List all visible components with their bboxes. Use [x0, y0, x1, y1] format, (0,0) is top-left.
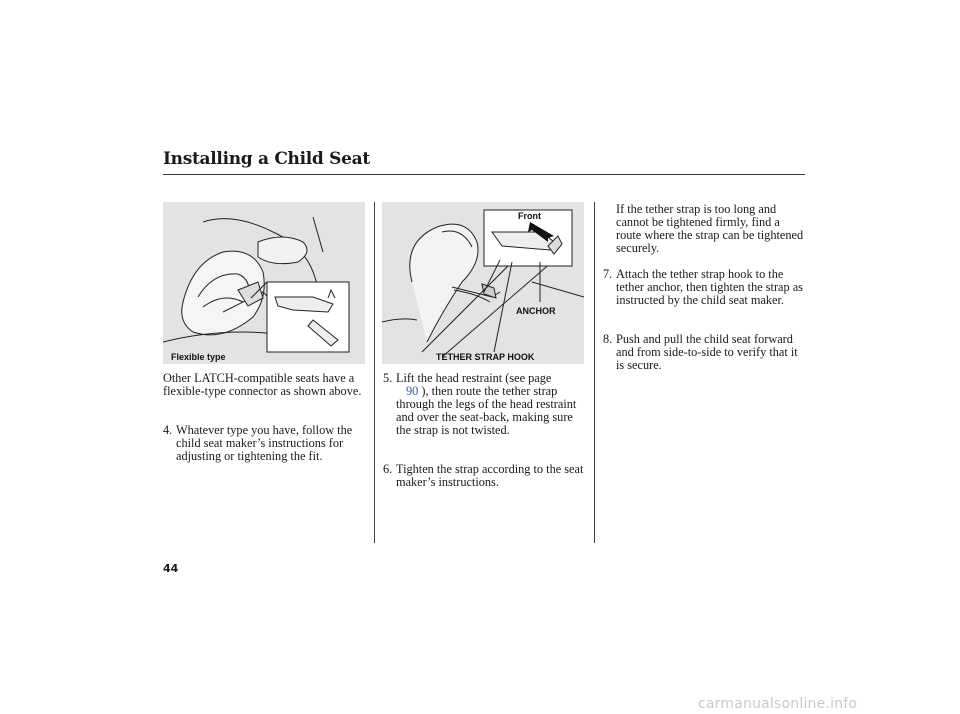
section-title: Installing a Child Seat: [163, 149, 370, 169]
watermark: carmanualsonline.info: [698, 696, 858, 712]
step-text: Attach the tether strap hook to the tether anchor, then tighten the strap as instructed by the child seat maker.: [616, 267, 803, 307]
figure-label-front: Front: [518, 211, 541, 221]
flexible-type-figure: [163, 202, 365, 364]
column-divider: [594, 202, 595, 543]
title-rule: [163, 174, 805, 175]
step-6: [383, 463, 588, 489]
step-8: [603, 333, 806, 372]
tether-hook-illustration: [382, 202, 584, 364]
step-7: [603, 268, 806, 307]
step-number: 6.: [383, 462, 393, 476]
step-text: Lift the head restraint (see page: [396, 371, 552, 385]
figure-label-anchor: ANCHOR: [516, 306, 556, 316]
column-divider: [374, 202, 375, 543]
tether-strap-figure: [382, 202, 584, 364]
step-number: 7.: [603, 267, 613, 281]
figure-label-flexible-type: Flexible type: [171, 352, 226, 362]
flexible-connector-note: Other LATCH-compatible seats have a flexible-type connector as shown above.: [163, 371, 362, 398]
step-text: Whatever type you have, follow the child seat maker’s instructions for adjusting or tightening the fit.: [176, 423, 353, 463]
step-4: [163, 424, 368, 463]
child-seat-illustration: [163, 202, 365, 364]
step-text-continued: ), then route the tether strap through the legs of the head restraint and over the seat-back, making sure the strap is not twisted.: [396, 384, 577, 437]
step-text: Push and pull the child seat forward and from side-to-side to verify that it is secure.: [616, 332, 798, 372]
step-5: [383, 372, 588, 437]
step-text: Tighten the strap according to the seat maker’s instructions.: [396, 462, 584, 489]
step-number: 8.: [603, 332, 613, 346]
page-number: 44: [163, 562, 179, 575]
page-reference-link[interactable]: 90: [406, 384, 419, 398]
step-number: 4.: [163, 423, 173, 437]
figure-label-tether-strap-hook: TETHER STRAP HOOK: [436, 352, 535, 362]
step-number: 5.: [383, 371, 393, 385]
tether-too-long-note: If the tether strap is too long and cannot be tightened firmly, find a route where the strap can be tightened securely.: [616, 202, 804, 255]
